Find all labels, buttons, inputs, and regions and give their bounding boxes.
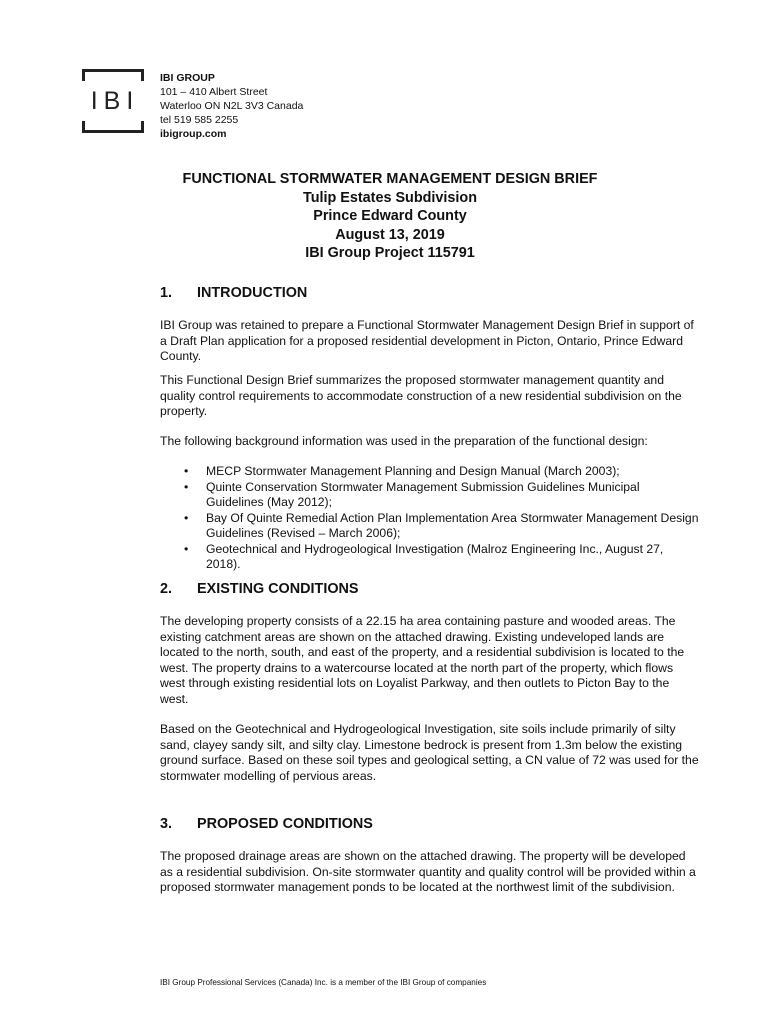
paragraph: Based on the Geotechnical and Hydrogeological Investigation, site soils include primarily of silty sand, clayey sandy silt, and silty clay. Limestone bedrock is present from 1.3m below the existing ground surface. Based on these soil types and geological setting, a CN value of 72 was used for the stormwater modelling of pervious areas.	[160, 722, 699, 783]
section-title: EXISTING CONDITIONS	[197, 581, 359, 597]
paragraph: This Functional Design Brief summarizes the proposed stormwater management quantity and quality control requirements to accommodate construction of a new residential subdivision on the property.	[160, 373, 682, 418]
section-title: INTRODUCTION	[197, 285, 308, 301]
title-line-4: August 13, 2019	[335, 226, 445, 243]
address-line-1: 101 – 410 Albert Street	[160, 86, 268, 98]
section-number: 2.	[160, 581, 173, 597]
list-item: • Quinte Conservation Stormwater Management Submission Guidelines Municipal Guidelines (May 2012);	[160, 480, 700, 511]
section-number: 1.	[160, 285, 173, 301]
page-footer: IBI Group Professional Services (Canada) Inc. is a member of the IBI Group of companies	[160, 978, 487, 987]
section-1-heading	[160, 285, 307, 301]
document-title	[160, 170, 770, 263]
paragraph: IBI Group was retained to prepare a Functional Stormwater Management Design Brief in support of a Draft Plan application for a proposed residential development in Picton, Ontario, Prince Edward County.	[160, 318, 694, 363]
telephone: tel 519 585 2255	[160, 114, 239, 126]
section-title: PROPOSED CONDITIONS	[197, 816, 373, 832]
section-2-heading	[160, 581, 359, 597]
section-number: 3.	[160, 816, 173, 832]
paragraph: The following background information was used in the preparation of the functional design:	[160, 434, 648, 448]
title-line-1: FUNCTIONAL STORMWATER MANAGEMENT DESIGN BRIEF	[182, 171, 598, 187]
title-line-5: IBI Group Project 115791	[305, 245, 475, 261]
reference-list	[160, 464, 700, 573]
paragraph: The proposed drainage areas are shown on the attached drawing. The property will be developed as a residential subdivision. On-site stormwater quantity and quality control will be provided within a proposed stormwater management ponds to be located at the northwest limit of the subdivision.	[160, 849, 696, 894]
list-item: • MECP Stormwater Management Planning and Design Manual (March 2003);	[160, 464, 700, 480]
title-line-2: Tulip Estates Subdivision	[302, 189, 478, 206]
company-name: IBI GROUP	[160, 72, 215, 84]
ibi-logo	[82, 69, 144, 133]
address-line-2: Waterloo ON N2L 3V3 Canada	[160, 100, 304, 112]
list-item: • Geotechnical and Hydrogeological Investigation (Malroz Engineering Inc., August 27, 2018).	[160, 542, 700, 573]
company-address	[160, 71, 303, 141]
section-3-heading	[160, 816, 373, 832]
paragraph: The developing property consists of a 22.15 ha area containing pasture and wooded areas. The existing catchment areas are shown on the attached drawing. Existing undeveloped lands are located to the north, south, and east of the property, and a residential subdivision is located to the west. The property drains to a watercourse located at the north part of the property, which flows west through existing residential lots on Loyalist Parkway, and then outlets to Picton Bay to the west.	[160, 614, 685, 706]
logo-text: IBI	[90, 87, 140, 115]
website-link[interactable]: ibigroup.com	[160, 128, 227, 140]
title-line-3: Prince Edward County	[313, 208, 467, 224]
list-item: • Bay Of Quinte Remedial Action Plan Implementation Area Stormwater Management Design Guidelines (Revised – March 2006);	[160, 511, 700, 542]
